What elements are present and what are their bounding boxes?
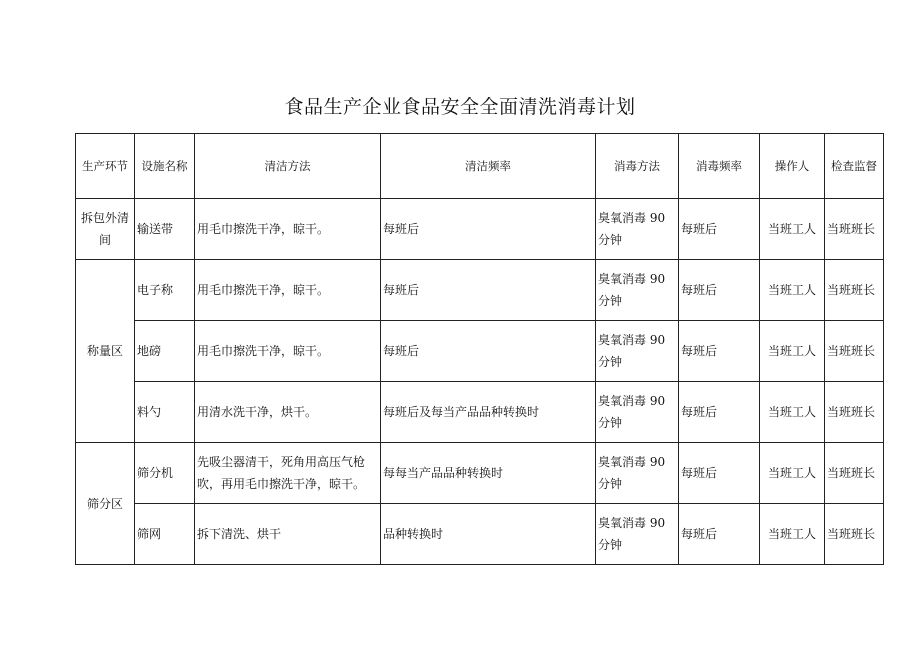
stage-cell: 称量区 <box>76 260 135 443</box>
stage-cell: 筛分区 <box>76 443 135 565</box>
supervisor-cell: 当班班长 <box>825 321 884 382</box>
table-row <box>76 382 884 443</box>
clean-method-cell: 用清水洗干净，烘干。 <box>195 382 381 443</box>
disinfect-method-cell: 臭氧消毒 90 分钟 <box>596 321 679 382</box>
header-stage: 生产环节 <box>76 134 135 199</box>
equipment-cell: 料勺 <box>135 382 195 443</box>
clean-frequency-cell: 每每当产品品种转换时 <box>381 443 596 504</box>
operator-cell: 当班工人 <box>760 443 825 504</box>
operator-cell: 当班工人 <box>760 260 825 321</box>
header-disinfect-frequency: 消毒频率 <box>679 134 760 199</box>
header-disinfect-method: 消毒方法 <box>596 134 679 199</box>
equipment-cell: 电子称 <box>135 260 195 321</box>
disinfect-method-cell: 臭氧消毒 90 分钟 <box>596 260 679 321</box>
supervisor-cell: 当班班长 <box>825 504 884 565</box>
table-row <box>76 504 884 565</box>
stage-cell: 拆包外清间 <box>76 199 135 260</box>
table-row <box>76 321 884 382</box>
clean-frequency-cell: 每班后 <box>381 260 596 321</box>
supervisor-cell: 当班班长 <box>825 382 884 443</box>
disinfect-method-cell: 臭氧消毒 90 分钟 <box>596 504 679 565</box>
cleaning-plan-table <box>75 133 884 565</box>
header-clean-method: 清洁方法 <box>195 134 381 199</box>
header-clean-frequency: 清洁频率 <box>381 134 596 199</box>
operator-cell: 当班工人 <box>760 199 825 260</box>
supervisor-cell: 当班班长 <box>825 260 884 321</box>
equipment-cell: 地磅 <box>135 321 195 382</box>
operator-cell: 当班工人 <box>760 504 825 565</box>
clean-frequency-cell: 每班后 <box>381 199 596 260</box>
clean-method-cell: 用毛巾擦洗干净，晾干。 <box>195 260 381 321</box>
header-row <box>76 134 884 199</box>
disinfect-frequency-cell: 每班后 <box>679 199 760 260</box>
clean-method-cell: 用毛巾擦洗干净，晾干。 <box>195 321 381 382</box>
disinfect-method-cell: 臭氧消毒 90 分钟 <box>596 382 679 443</box>
disinfect-frequency-cell: 每班后 <box>679 321 760 382</box>
table-row <box>76 260 884 321</box>
disinfect-method-cell: 臭氧消毒 90 分钟 <box>596 443 679 504</box>
table-row <box>76 199 884 260</box>
disinfect-method-cell: 臭氧消毒 90 分钟 <box>596 199 679 260</box>
operator-cell: 当班工人 <box>760 382 825 443</box>
operator-cell: 当班工人 <box>760 321 825 382</box>
header-operator: 操作人 <box>760 134 825 199</box>
clean-frequency-cell: 每班后及每当产品品种转换时 <box>381 382 596 443</box>
disinfect-frequency-cell: 每班后 <box>679 260 760 321</box>
document-title: 食品生产企业食品安全全面清洗消毒计划 <box>284 96 636 118</box>
disinfect-frequency-cell: 每班后 <box>679 382 760 443</box>
clean-frequency-cell: 每班后 <box>381 321 596 382</box>
supervisor-cell: 当班班长 <box>825 199 884 260</box>
disinfect-frequency-cell: 每班后 <box>679 443 760 504</box>
header-supervisor: 检查监督 <box>825 134 884 199</box>
clean-method-cell: 先吸尘器清干，死角用高压气枪吹，再用毛巾擦洗干净，晾干。 <box>195 443 381 504</box>
clean-frequency-cell: 品种转换时 <box>381 504 596 565</box>
table-row <box>76 443 884 504</box>
disinfect-frequency-cell: 每班后 <box>679 504 760 565</box>
equipment-cell: 筛分机 <box>135 443 195 504</box>
supervisor-cell: 当班班长 <box>825 443 884 504</box>
equipment-cell: 筛网 <box>135 504 195 565</box>
clean-method-cell: 拆下清洗、烘干 <box>195 504 381 565</box>
header-equipment: 设施名称 <box>135 134 195 199</box>
equipment-cell: 输送带 <box>135 199 195 260</box>
clean-method-cell: 用毛巾擦洗干净，晾干。 <box>195 199 381 260</box>
